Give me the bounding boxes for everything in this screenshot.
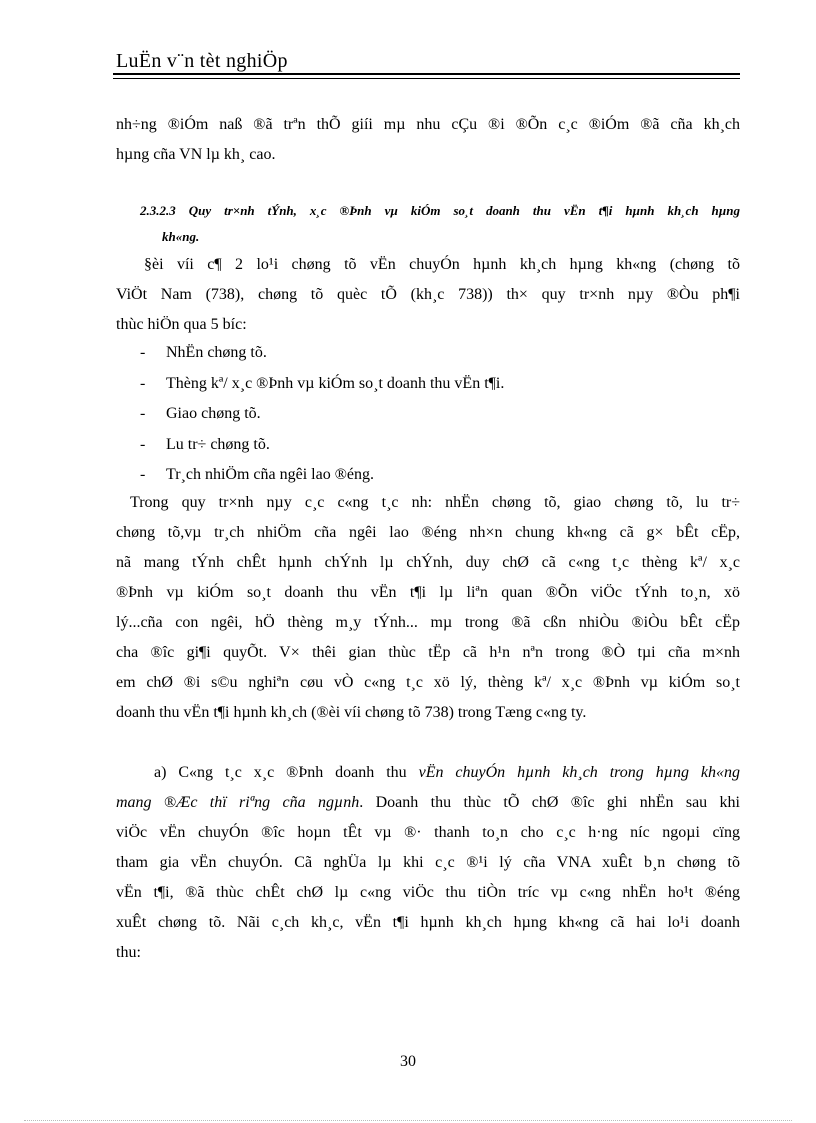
section-heading-line: kh«ng. — [162, 229, 200, 244]
list-item: - Tr¸ch nhiÖm cña ngêi lao ®éng. — [140, 466, 374, 483]
text-line: cha ®îc gi¶i quyÕt. V× thêi gian thùc tËp cã h¹n nªn trong ®Ò tµi cña m×nh — [116, 644, 740, 661]
text-line: tham gia vËn chuyÓn. Cã nghÜa lµ khi c¸c ®¹i lý cña VNA xuÊt b¸n chøng tõ — [116, 854, 740, 871]
text-line: doanh thu vËn t¶i hµnh kh¸ch (®èi víi chøng tõ 738) trong Tæng c«ng ty. — [116, 704, 587, 721]
list-item: - NhËn chøng tõ. — [140, 344, 267, 361]
paragraph-revenue — [116, 758, 740, 968]
header-rule-thin — [113, 78, 740, 79]
text-line: ViÖt Nam (738), chøng tõ quèc tÕ (kh¸c 738)) th× quy tr×nh nµy ®Òu ph¶i — [116, 286, 740, 303]
page-bottom-edge — [24, 1120, 792, 1121]
text-line: em chØ ®i s©u nghiªn cøu vÒ c«ng t¸c xö lý, thèng kª/ x¸c ®Þnh vµ kiÓm so¸t — [116, 674, 740, 691]
section-heading-line: 2.3.2.3 Quy tr×nh tÝnh, x¸c ®Þnh vµ kiÓm so¸t doanh thu vËn t¶i hµnh kh¸ch hµng — [140, 203, 740, 218]
text-line: ®Þnh vµ kiÓm so¸t doanh thu vËn t¶i lµ liªn quan ®Õn viÖc tÝnh to¸n, xö — [116, 584, 740, 601]
text-line: viÖc vËn chuyÓn ®îc hoµn tÊt vµ ®· thanh to¸n cho c¸c h·ng níc ngoµi cïng — [116, 824, 740, 841]
text-line: chøng tõ,vµ tr¸ch nhiÖm cña ngêi lao ®éng nh×n chung kh«ng cã g× bÊt cËp, — [116, 524, 740, 541]
text-line: §èi víi c¶ 2 lo¹i chøng tõ vËn chuyÓn hµnh kh¸ch hµng kh«ng (chøng tõ — [144, 256, 740, 273]
text-line: thùc hiÖn qua 5 bíc: — [116, 316, 247, 333]
text-line: thu: — [116, 944, 141, 961]
text-line: hµng cña VN lµ kh¸ cao. — [116, 146, 276, 163]
text-line: Trong quy tr×nh nµy c¸c c«ng t¸c nh: nhËn chøng tõ, giao chøng tõ, lu tr÷ — [130, 494, 740, 511]
text-line: nh÷ng ®iÓm naß ®ã trªn thÕ giíi mµ nhu cÇu ®i ®Õn c¸c ®iÓm ®ã cña kh¸ch — [116, 116, 740, 133]
header-rule-thick — [113, 73, 740, 75]
text-line: vËn t¶i, ®ã thùc chÊt chØ lµ c«ng viÖc thu tiÒn tríc vµ c«ng nhËn ho¹t ®éng — [116, 884, 740, 901]
list-item: - Lu tr÷ chøng tõ. — [140, 435, 270, 453]
list-item: - Thèng kª/ x¸c ®Þnh vµ kiÓm so¸t doanh thu vËn t¶i. — [140, 374, 505, 392]
list-item: - Giao chøng tõ. — [140, 405, 261, 422]
paragraph-procedure — [116, 250, 740, 340]
paragraph-analysis — [116, 488, 740, 728]
text-line: a) C«ng t¸c x¸c ®Þnh doanh thu vËn chuyÓn hµnh kh¸ch trong hµng kh«ng — [154, 764, 741, 781]
text-line: lý...cña con ngêi, hÖ thèng m¸y tÝnh... mµ trong ®ã cßn nhiÒu ®iÒu bÊt cËp — [116, 614, 740, 631]
text-line: nã mang tÝnh chÊt hµnh chÝnh lµ chÝnh, duy chØ cã c«ng t¸c thèng kª/ x¸c — [116, 554, 740, 571]
text-line: xuÊt chøng tõ. Nãi c¸ch kh¸c, vËn t¶i hµnh kh¸ch hµng kh«ng cã hai lo¹i doanh — [116, 914, 740, 931]
text-line: mang ®Æc thï riªng cña ngµnh. Doanh thu thùc tÕ chØ ®îc ghi nhËn sau khi — [116, 794, 741, 811]
paragraph-intro — [116, 110, 740, 170]
running-header-title: LuËn v¨n tèt nghiÖp — [116, 50, 288, 72]
page-number: 30 — [400, 1053, 416, 1070]
section-heading — [140, 198, 740, 250]
steps-list — [140, 338, 504, 491]
